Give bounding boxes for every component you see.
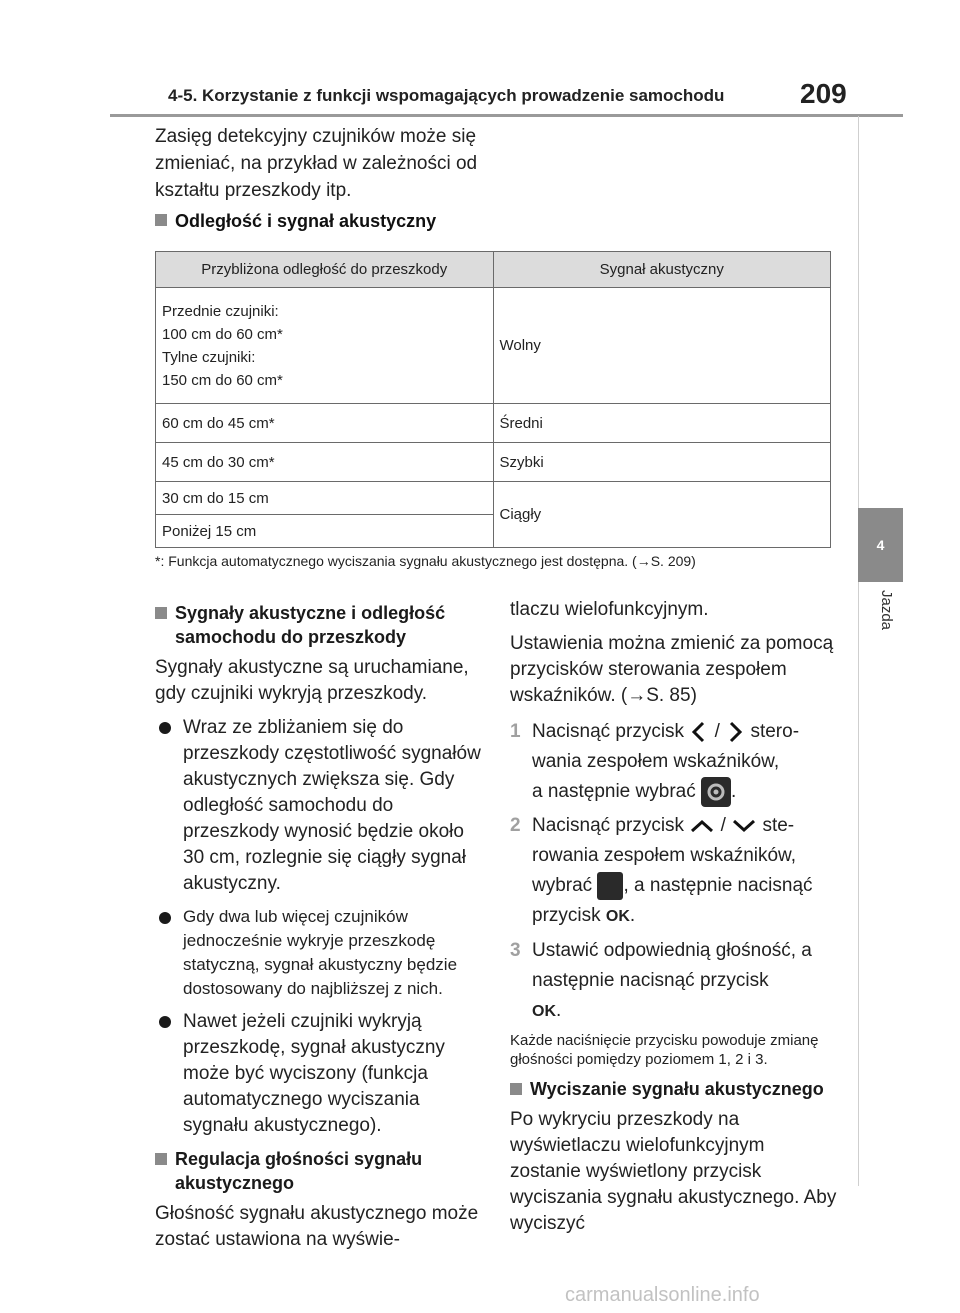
square-bullet-icon (155, 1153, 167, 1165)
header-rule (110, 114, 903, 117)
table-cell: Średni (493, 404, 831, 443)
list-item: Nawet jeżeli czujniki wykryją przeszkodę, sygnał akustyczny może być wyciszony (funkcja automatycznego wyciszania sygnału akustycznego). (155, 1009, 490, 1139)
table-cell: 30 cm do 15 cm (156, 482, 494, 515)
paragraph: tlaczu wielofunkcyjnym. (510, 599, 709, 620)
table-cell: Wolny (493, 288, 831, 404)
bullet-dot-icon (159, 722, 171, 734)
table-cell: 60 cm do 45 cm* (156, 404, 494, 443)
table-cell: Szybki (493, 443, 831, 482)
table-row (156, 443, 831, 482)
section-heading-signals: Sygnały akustyczne i odległość samochodu do przeszkody (155, 601, 490, 649)
bullet-dot-icon (159, 1016, 171, 1028)
table-cell: Poniżej 15 cm (156, 515, 494, 548)
chapter-label: Jazda (878, 590, 895, 631)
ok-button-icon: OK (605, 908, 630, 926)
gear-icon (701, 777, 731, 807)
list-item: Gdy dwa lub więcej czujników jednocześnie wykryje przeszkodę statyczną, sygnał akustyczny będzie dostosowany do najbliższej z nich. (155, 905, 490, 1001)
table-header: Sygnał akustyczny (493, 252, 831, 288)
square-bullet-icon (155, 607, 167, 619)
square-bullet-icon (155, 214, 167, 226)
section-heading-mute: Wyciszanie sygnału akustycznego (510, 1077, 840, 1101)
step-2: 2 Nacisnąć przycisk / ste- rowania zespołem wskaźników, wybrać , a następnie nacisnąć przycisk OK. (510, 815, 813, 927)
distance-signal-table (155, 251, 831, 548)
note: Każde naciśnięcie przycisku powoduje zmianę głośności pomiędzy poziomem 1, 2 i 3. (510, 1032, 819, 1069)
step-1: 1 Nacisnąć przycisk / stero- wania zespołem wskaźników, a następnie wybrać . (510, 717, 840, 807)
watermark: carmanualsonline.info (565, 1284, 760, 1306)
section-heading-volume: Regulacja głośności sygnału akustycznego (155, 1147, 490, 1195)
table-row (156, 288, 831, 404)
table-cell: Ciągły (493, 482, 831, 548)
left-column (155, 597, 490, 1261)
paragraph: Głośność sygnału akustycznego może zostać ustawiona na wyświe- (155, 1203, 479, 1250)
table-cell: Przednie czujniki: 100 cm do 60 cm* Tylne czujniki: 150 cm do 60 cm* (156, 288, 494, 404)
table-header: Przybliżona odległość do przeszkody (156, 252, 494, 288)
side-rule (858, 116, 859, 1186)
right-column (510, 597, 840, 1245)
table-row (156, 482, 831, 515)
bullet-dot-icon (159, 912, 171, 924)
ok-button-icon: OK (532, 1003, 556, 1021)
pw-icon (597, 872, 623, 900)
section-heading-distance: Odległość i sygnał akustyczny (155, 211, 436, 232)
paragraph: Ustawienia można zmienić za pomocą przycisków sterowania zespołem wskaźników. (→S. 85) (510, 633, 834, 706)
chevron-up-icon (689, 817, 715, 835)
chapter-tab[interactable]: 4 (858, 508, 903, 582)
chevron-down-icon (731, 817, 757, 835)
table-row (156, 404, 831, 443)
header-title: 4-5. Korzystanie z funkcji wspomagających prowadzenie samochodu (168, 86, 725, 105)
paragraph: Po wykryciu przeszkody na wyświetlaczu wielofunkcyjnym zostanie wyświetlony przycisk wyciszania sygnału akustycznego. Aby wyciszyć (510, 1109, 837, 1235)
chevron-right-icon (725, 720, 745, 744)
table-footnote: *: Funkcja automatycznego wyciszania sygnału akustycznego jest dostępna. (→S. 209) (155, 553, 696, 569)
intro-text: Zasięg detekcyjny czujników może się zmieniać, na przykład w zależności od kształtu przeszkody itp. (155, 126, 478, 201)
square-bullet-icon (510, 1083, 522, 1095)
step-3: 3 Ustawić odpowiednią głośność, a następnie nacisnąć przycisk OK. (510, 940, 812, 1022)
list-item: Wraz ze zbliżaniem się do przeszkody częstotliwość sygnałów akustycznych zwiększa się. Gdy odległość samochodu do przeszkody wynosić będzie około 30 cm, rozlegnie się ciągły sygnał akustyczny. (155, 715, 490, 897)
chevron-left-icon (689, 720, 709, 744)
page-number: 209 (800, 78, 847, 109)
table-cell: 45 cm do 30 cm* (156, 443, 494, 482)
paragraph: Sygnały akustyczne są uruchamiane, gdy czujniki wykryją przeszkody. (155, 657, 469, 704)
